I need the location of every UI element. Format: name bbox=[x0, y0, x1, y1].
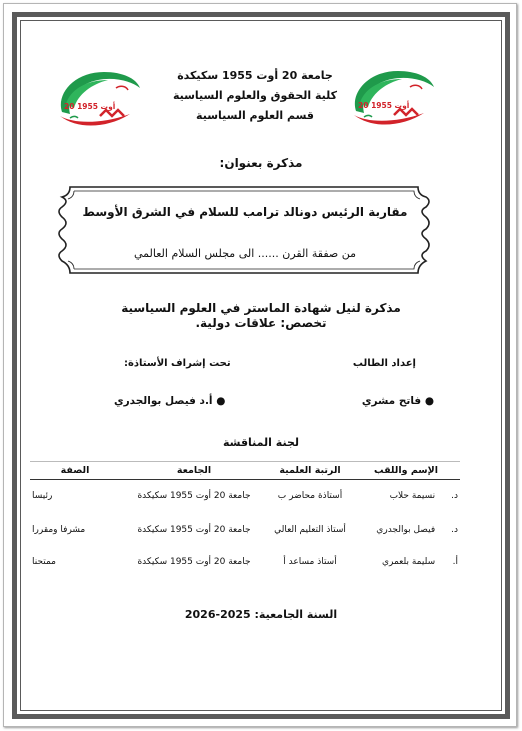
svg-text:20 أوت 1955: 20 أوت 1955 bbox=[358, 101, 410, 110]
prepared-by-label: إعداد الطالب bbox=[352, 358, 416, 369]
member-rank: أستاذ مساعد أ bbox=[283, 556, 337, 567]
member-university: جامعة 20 أوت 1955 سكيكدة bbox=[137, 556, 251, 567]
member-rank: أستاذ التعليم العالي bbox=[274, 524, 346, 535]
university-logo-right bbox=[346, 63, 438, 133]
bullet-icon: ● bbox=[212, 395, 226, 407]
member-rank: أستاذة محاضر ب bbox=[277, 490, 343, 501]
table-row bbox=[30, 512, 460, 548]
member-role: مشرفا ومقررا bbox=[32, 524, 86, 535]
table-header-row bbox=[30, 462, 460, 480]
column-header-rank: الرتبة العلمية bbox=[268, 462, 352, 480]
member-role: رئيسا bbox=[32, 490, 53, 501]
table-row bbox=[30, 480, 460, 512]
thesis-subtitle: من صفقة القرن ...... الى مجلس السلام العالمي bbox=[134, 247, 356, 260]
member-university: جامعة 20 أوت 1955 سكيكدة bbox=[137, 490, 251, 501]
department-name: قسم العلوم السياسية bbox=[196, 109, 314, 122]
thesis-title: مقاربة الرئيس دونالد ترامب للسلام في الشرق الأوسط bbox=[82, 205, 408, 219]
memo-label: مذكرة بعنوان: bbox=[219, 156, 303, 170]
degree-info bbox=[0, 301, 522, 331]
bullet-icon: ● bbox=[421, 395, 434, 407]
university-logo-left bbox=[52, 64, 144, 134]
member-role: ممتحنا bbox=[32, 556, 57, 567]
title-frame bbox=[50, 181, 438, 279]
column-header-role: الصفة bbox=[30, 462, 120, 480]
table-row bbox=[30, 548, 460, 576]
academic-year: السنة الجامعية: 2025-2026 bbox=[184, 608, 338, 621]
university-name: جامعة 20 أوت 1955 سكيكدة bbox=[177, 69, 333, 82]
member-name: د. نسيمة حلاب bbox=[389, 490, 458, 501]
supervision-label: تحت إشراف الأستاذة: bbox=[124, 358, 231, 369]
member-name: د. فيصل بوالجدري bbox=[376, 524, 458, 535]
faculty-name: كلية الحقوق والعلوم السياسية bbox=[172, 89, 338, 102]
supervisor-name: ● أ.د فيصل بوالجدري bbox=[114, 395, 226, 407]
member-university: جامعة 20 أوت 1955 سكيكدة bbox=[137, 524, 251, 535]
column-header-university: الجامعة bbox=[120, 462, 268, 480]
committee-title: لجنة المناقشة bbox=[222, 436, 299, 449]
column-header-name: الإسم واللقب bbox=[352, 462, 460, 480]
institution-header bbox=[160, 66, 350, 126]
degree-line: مذكرة لنيل شهادة الماستر في العلوم السياسية bbox=[121, 301, 401, 315]
svg-text:20 أوت 1955: 20 أوت 1955 bbox=[64, 102, 116, 111]
specialization-line: تخصص: علاقات دولية. bbox=[195, 316, 327, 330]
committee-table bbox=[30, 461, 460, 576]
student-name: ● فاتح مشري bbox=[361, 395, 434, 407]
member-name: أ. سليمة بلعمري bbox=[381, 556, 458, 567]
